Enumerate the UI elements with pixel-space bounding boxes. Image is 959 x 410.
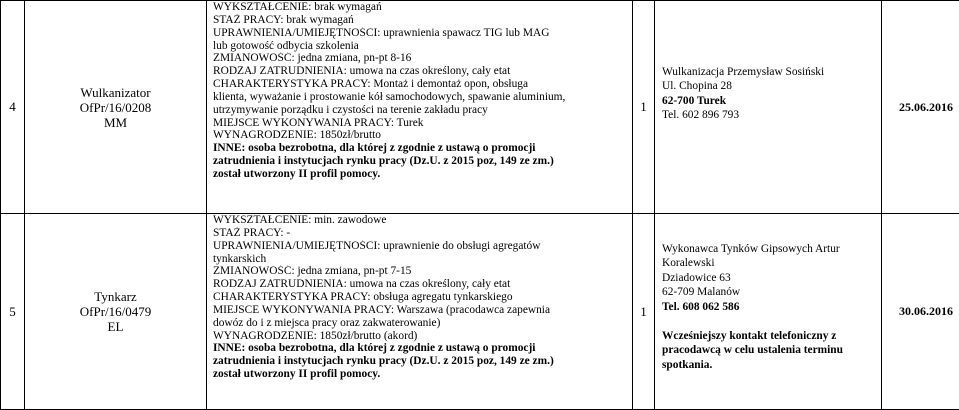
employer-postal: 62-700 Turek — [662, 94, 881, 108]
table-row — [1, 214, 959, 410]
employer-cell — [655, 1, 882, 214]
profile-note-line: INNE: osoba bezrobotna, dla której z zgodnie z ustawą o promocji — [213, 342, 630, 355]
vacancy-count: 1 — [633, 214, 655, 410]
employer-address: Ul. Chopina 28 — [662, 79, 881, 93]
contact-note-line: pracodawcą w celu ustalenia terminu — [662, 343, 881, 357]
requirement-line: MIEJSCE WYKONYWANIA PRACY: Turek — [213, 117, 630, 130]
requirement-line: RODZAJ ZATRUDNIENIA: umowa na czas określony, cały etat — [213, 65, 630, 78]
requirement-line: ZMIANOWOŚĆ: jedna zmiana, pn-pt 7-15 — [213, 265, 630, 278]
profile-note-line: zatrudnienia i instytucjach rynku pracy (Dz.U. z 2015 poz, 149 ze zm.) — [213, 155, 630, 168]
requirement-line: dowóz do i z miejsca pracy oraz zakwaterowanie) — [213, 317, 630, 330]
offer-date: 25.06.2016 — [882, 1, 959, 214]
table-row — [1, 1, 959, 214]
offer-date: 30.06.2016 — [882, 214, 959, 410]
requirement-line: klienta, wyważanie i prostowanie kół samochodowych, spawanie aluminium, — [213, 91, 630, 104]
profile-note-line: został utworzony II profil pomocy. — [213, 168, 630, 181]
offer-code: OfPr/16/0208 — [25, 100, 206, 115]
requirement-line: CHARAKTERYSTYKA PRACY: Montaż i demontaż opon, obsługa — [213, 78, 630, 91]
requirement-line: WYNAGRODZENIE: 1850zł/brutto — [213, 129, 630, 142]
row-number: 4 — [1, 1, 25, 214]
employer-phone: Tel. 602 896 793 — [662, 108, 881, 122]
advisor-initials: EL — [25, 319, 206, 334]
requirement-line: MIEJSCE WYKONYWANIA PRACY: Warszawa (pracodawca zapewnia — [213, 304, 630, 317]
requirement-line: RODZAJ ZATRUDNIENIA: umowa na czas określony, cały etat — [213, 278, 630, 291]
profile-note-line: zatrudnienia i instytucjach rynku pracy (Dz.U. z 2015 poz, 149 ze zm.) — [213, 355, 630, 368]
contact-note-line: spotkania. — [662, 358, 881, 372]
requirement-line: utrzymywanie porządku i czystości na terenie zakładu pracy — [213, 104, 630, 117]
advisor-initials: MM — [25, 115, 206, 130]
contact-note-line: Wcześniejszy kontakt telefoniczny z — [662, 329, 881, 343]
employer-name: Wykonawca Tynków Gipsowych Artur — [662, 242, 881, 256]
requirement-line: tynkarskich — [213, 253, 630, 266]
requirement-line: UPRAWNIENIA/UMIEJĘTNOŚCI: uprawnienia spawacz TIG lub MAG — [213, 27, 630, 40]
employer-name: Wulkanizacja Przemysław Sosiński — [662, 65, 881, 79]
employer-postal: 62-709 Malanów — [662, 285, 881, 299]
position-cell — [25, 1, 207, 214]
employer-address: Dziadowice 63 — [662, 271, 881, 285]
vacancy-count: 1 — [633, 1, 655, 214]
employer-cell — [655, 214, 882, 410]
requirements-cell — [207, 1, 633, 214]
employer-phone: Tel. 608 062 586 — [662, 300, 881, 314]
employer-name-cont: Koralewski — [662, 256, 881, 270]
requirement-line: lub gotowość odbycia szkolenia — [213, 40, 630, 53]
profile-note-line: został utworzony II profil pomocy. — [213, 368, 630, 381]
profile-note-line: INNE: osoba bezrobotna, dla której z zgodnie z ustawą o promocji — [213, 142, 630, 155]
requirement-line: WYKSZTAŁCENIE: brak wymagań — [213, 1, 630, 14]
position-cell — [25, 214, 207, 410]
offer-code: OfPr/16/0479 — [25, 304, 206, 319]
position-title: Wulkanizator — [25, 85, 206, 100]
requirement-line: STAŻ PRACY: - — [213, 227, 630, 240]
requirement-line: WYKSZTAŁCENIE: min. zawodowe — [213, 214, 630, 227]
requirements-cell — [207, 214, 633, 410]
requirement-line: UPRAWNIENIA/UMIEJĘTNOŚCI: uprawnienie do obsługi agregatów — [213, 240, 630, 253]
requirement-line: WYNAGRODZENIE: 1850zł/brutto (akord) — [213, 330, 630, 343]
requirement-line: CHARAKTERYSTYKA PRACY: obsługa agregatu tynkarskiego — [213, 291, 630, 304]
position-title: Tynkarz — [25, 289, 206, 304]
requirement-line: ZMIANOWOŚĆ: jedna zmiana, pn-pt 8-16 — [213, 52, 630, 65]
requirement-line: STAŻ PRACY: brak wymagań — [213, 14, 630, 27]
row-number: 5 — [1, 214, 25, 410]
